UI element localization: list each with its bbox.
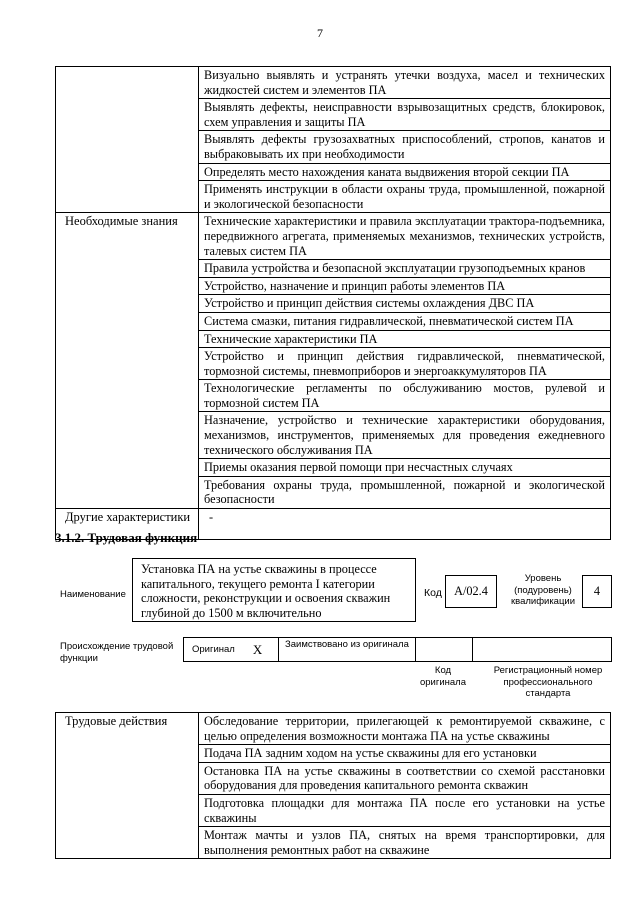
skills-knowledge-table <box>55 66 611 540</box>
knowledge-row: Технические характеристики ПА <box>199 330 611 348</box>
name-label: Наименование <box>60 589 126 600</box>
page-number: 7 <box>317 26 323 40</box>
original-cell <box>183 637 279 662</box>
knowledge-row: Правила устройства и безопасной эксплуатации грузоподъемных кранов <box>199 260 611 278</box>
qualification-level-value: 4 <box>582 575 612 608</box>
action-row: Подача ПА задним ходом на устье скважины для его установки <box>199 745 611 763</box>
code-label: Код <box>424 587 442 599</box>
knowledge-row: Устройство и принцип действия гидравлической, пневматической, тормозной системы, пневмоприборов и энергоаккумуляторов ПА <box>199 348 611 380</box>
knowledge-row: Технические характеристики и правила эксплуатации трактора-подъемника, передвижного агрегата, применяемых механизмов, технических устройств, талевых систем ПА <box>199 213 611 260</box>
empty-label-cell <box>56 67 199 213</box>
action-row: Остановка ПА на устье скважины в соответствии со схемой расстановки оборудования для проведения капитального ремонта скважин <box>199 762 611 794</box>
borrowed-label: Заимствовано из оригинала <box>278 637 416 662</box>
knowledge-row: Требования охраны труда, промышленной, пожарной и экологической безопасности <box>199 476 611 508</box>
skill-row: Визуально выявлять и устранять утечки воздуха, масел и технических жидкостей систем и элементов ПА <box>199 67 611 99</box>
code-original-label: Код оригинала <box>419 665 466 688</box>
skill-row: Выявлять дефекты грузозахватных приспособлений, стропов, канатов и выбраковывать их при необходимости <box>199 131 611 163</box>
knowledge-row: Устройство, назначение и принцип работы элементов ПА <box>199 277 611 295</box>
knowledge-row: Приемы оказания первой помощи при несчастных случаях <box>199 459 611 477</box>
skill-row: Выявлять дефекты, неисправности взрывозащитных средств, блокировок, схем управления и защиты ПА <box>199 99 611 131</box>
knowledge-row: Назначение, устройство и технические характеристики оборудования, механизмов, инструментов, применяемых для проведения ежедневного технического обслуживания ПА <box>199 412 611 459</box>
skill-row: Применять инструкции в области охраны труда, промышленной, пожарной и экологической безопасности <box>199 181 611 213</box>
knowledge-row: Устройство и принцип действия системы охлаждения ДВС ПА <box>199 295 611 313</box>
original-mark: X <box>252 641 263 657</box>
skill-row: Определять место нахождения каната выдвижения второй секции ПА <box>199 163 611 181</box>
code-original-cell <box>415 637 473 662</box>
reg-number-label: Регистрационный номер профессионального стандарта <box>493 665 603 699</box>
origin-row <box>184 637 612 662</box>
function-name-value: Установка ПА на устье скважины в процессе капитального, текущего ремонта I категории сложности, реконструкции и освоения скважин глубиной до 1500 м включительно <box>132 558 416 622</box>
action-row: Монтаж мачты и узлов ПА, снятых на время транспортировки, для выполнения ремонтных работ на скважине <box>199 827 611 859</box>
labor-actions-label: Трудовые действия <box>56 713 199 859</box>
other-characteristics-label: Другие характеристики <box>56 509 199 540</box>
section-title: 3.1.2. Трудовая функция <box>55 530 198 545</box>
origin-label: Происхождение трудовой функции <box>60 641 174 664</box>
original-label: Оригинал <box>192 643 235 655</box>
action-row: Обследование территории, прилегающей к ремонтируемой скважине, с целью определения возможности монтажа ПА на устье скважины <box>199 713 611 745</box>
knowledge-row: Система смазки, питания гидравлической, пневматической систем ПА <box>199 312 611 330</box>
function-code-value: А/02.4 <box>445 575 497 608</box>
qualification-level-label: Уровень (подуровень) квалификации <box>510 573 576 607</box>
other-characteristics-value: - <box>199 509 611 540</box>
labor-actions-table <box>55 712 611 859</box>
knowledge-row: Технологические регламенты по обслуживанию мостов, рулевой и тормозной систем ПА <box>199 380 611 412</box>
knowledge-label: Необходимые знания <box>56 213 199 509</box>
action-row: Подготовка площадки для монтажа ПА после его установки на устье скважины <box>199 794 611 826</box>
reg-number-cell <box>472 637 612 662</box>
